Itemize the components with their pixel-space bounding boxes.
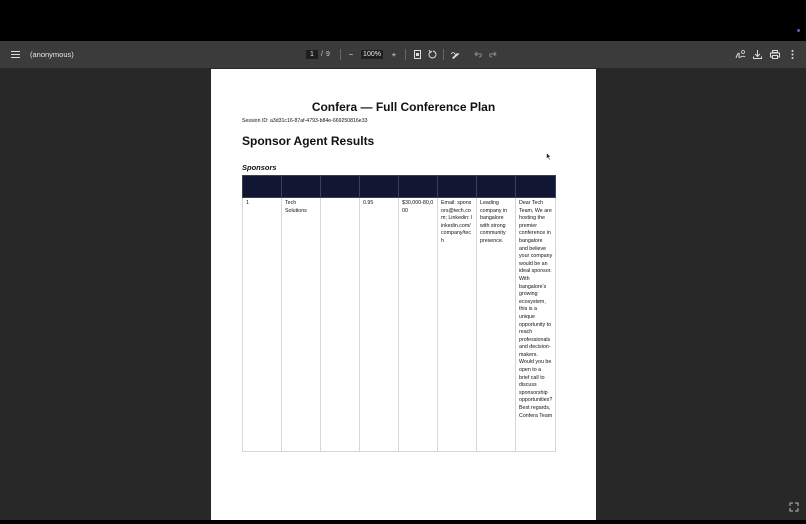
column-header: Rank (243, 176, 282, 198)
table-cell: 0.95 (360, 198, 399, 452)
add-signature-icon[interactable] (734, 41, 746, 68)
more-options-icon[interactable] (788, 41, 796, 68)
zoom-out-button[interactable]: − (348, 50, 354, 59)
mouse-cursor-icon (546, 152, 552, 161)
subsection-heading: Sponsors (242, 163, 277, 172)
column-header: Rationale (477, 176, 516, 198)
top-black-band (0, 0, 806, 41)
menu-icon[interactable] (8, 41, 22, 68)
fit-page-icon[interactable] (412, 41, 422, 68)
table-row (243, 198, 556, 452)
section-heading: Sponsor Agent Results (242, 134, 375, 148)
column-header: Outreach Email (516, 176, 556, 198)
table-cell (321, 198, 360, 452)
total-pages: 9 (326, 51, 330, 58)
toolbar-divider (340, 49, 341, 60)
sponsors-table (242, 175, 556, 452)
annotate-pen-icon[interactable] (450, 41, 462, 68)
table-header-row (243, 176, 556, 198)
bottom-black-band (0, 520, 806, 524)
table-cell: Leading company in bangalore with strong community presence. (477, 198, 516, 452)
column-header: Estimated Budget (399, 176, 438, 198)
column-header: Industry (321, 176, 360, 198)
table-cell: 1 (243, 198, 282, 452)
pdf-page (211, 69, 596, 520)
notification-dot (797, 29, 800, 32)
session-id: Session ID: a3d31c16-87af-4793-b84e-669250816e33 (242, 118, 368, 124)
toolbar-divider (405, 49, 406, 60)
download-icon[interactable] (752, 41, 762, 68)
fullscreen-icon[interactable] (789, 502, 799, 512)
current-page-input[interactable]: 1 (306, 50, 318, 59)
rotate-icon[interactable] (427, 41, 437, 68)
column-header: Company Name (282, 176, 321, 198)
column-header: Contact Info (438, 176, 477, 198)
zoom-in-button[interactable]: + (391, 50, 397, 59)
table-cell: Email: sponsors@tech.com; Linkedin: linkedin.com/company/tech (438, 198, 477, 452)
toolbar-divider (443, 49, 444, 60)
document-title: (anonymous) (30, 50, 74, 59)
table-cell: Tech Solutions (282, 198, 321, 452)
table-cell: $30,000-80,000 (399, 198, 438, 452)
pdf-toolbar (0, 41, 806, 68)
column-header: Relevance Score (360, 176, 399, 198)
table-cell: Dear Tech Team, We are hosting the premier conference in bangalore and believe your company would be an ideal sponsor. With bangalore's growing ecosystem, this is a unique opportunity to reach professionals and decision-makers. Would you be open to a brief call to discuss sponsorship opportunities? Best regards, Confera Team (516, 198, 556, 452)
print-icon[interactable] (769, 41, 780, 68)
undo-icon[interactable] (473, 41, 483, 68)
document-heading: Confera — Full Conference Plan (311, 100, 496, 114)
page-separator: / (321, 51, 323, 58)
redo-icon[interactable] (488, 41, 498, 68)
zoom-level-input[interactable]: 100% (361, 50, 383, 59)
